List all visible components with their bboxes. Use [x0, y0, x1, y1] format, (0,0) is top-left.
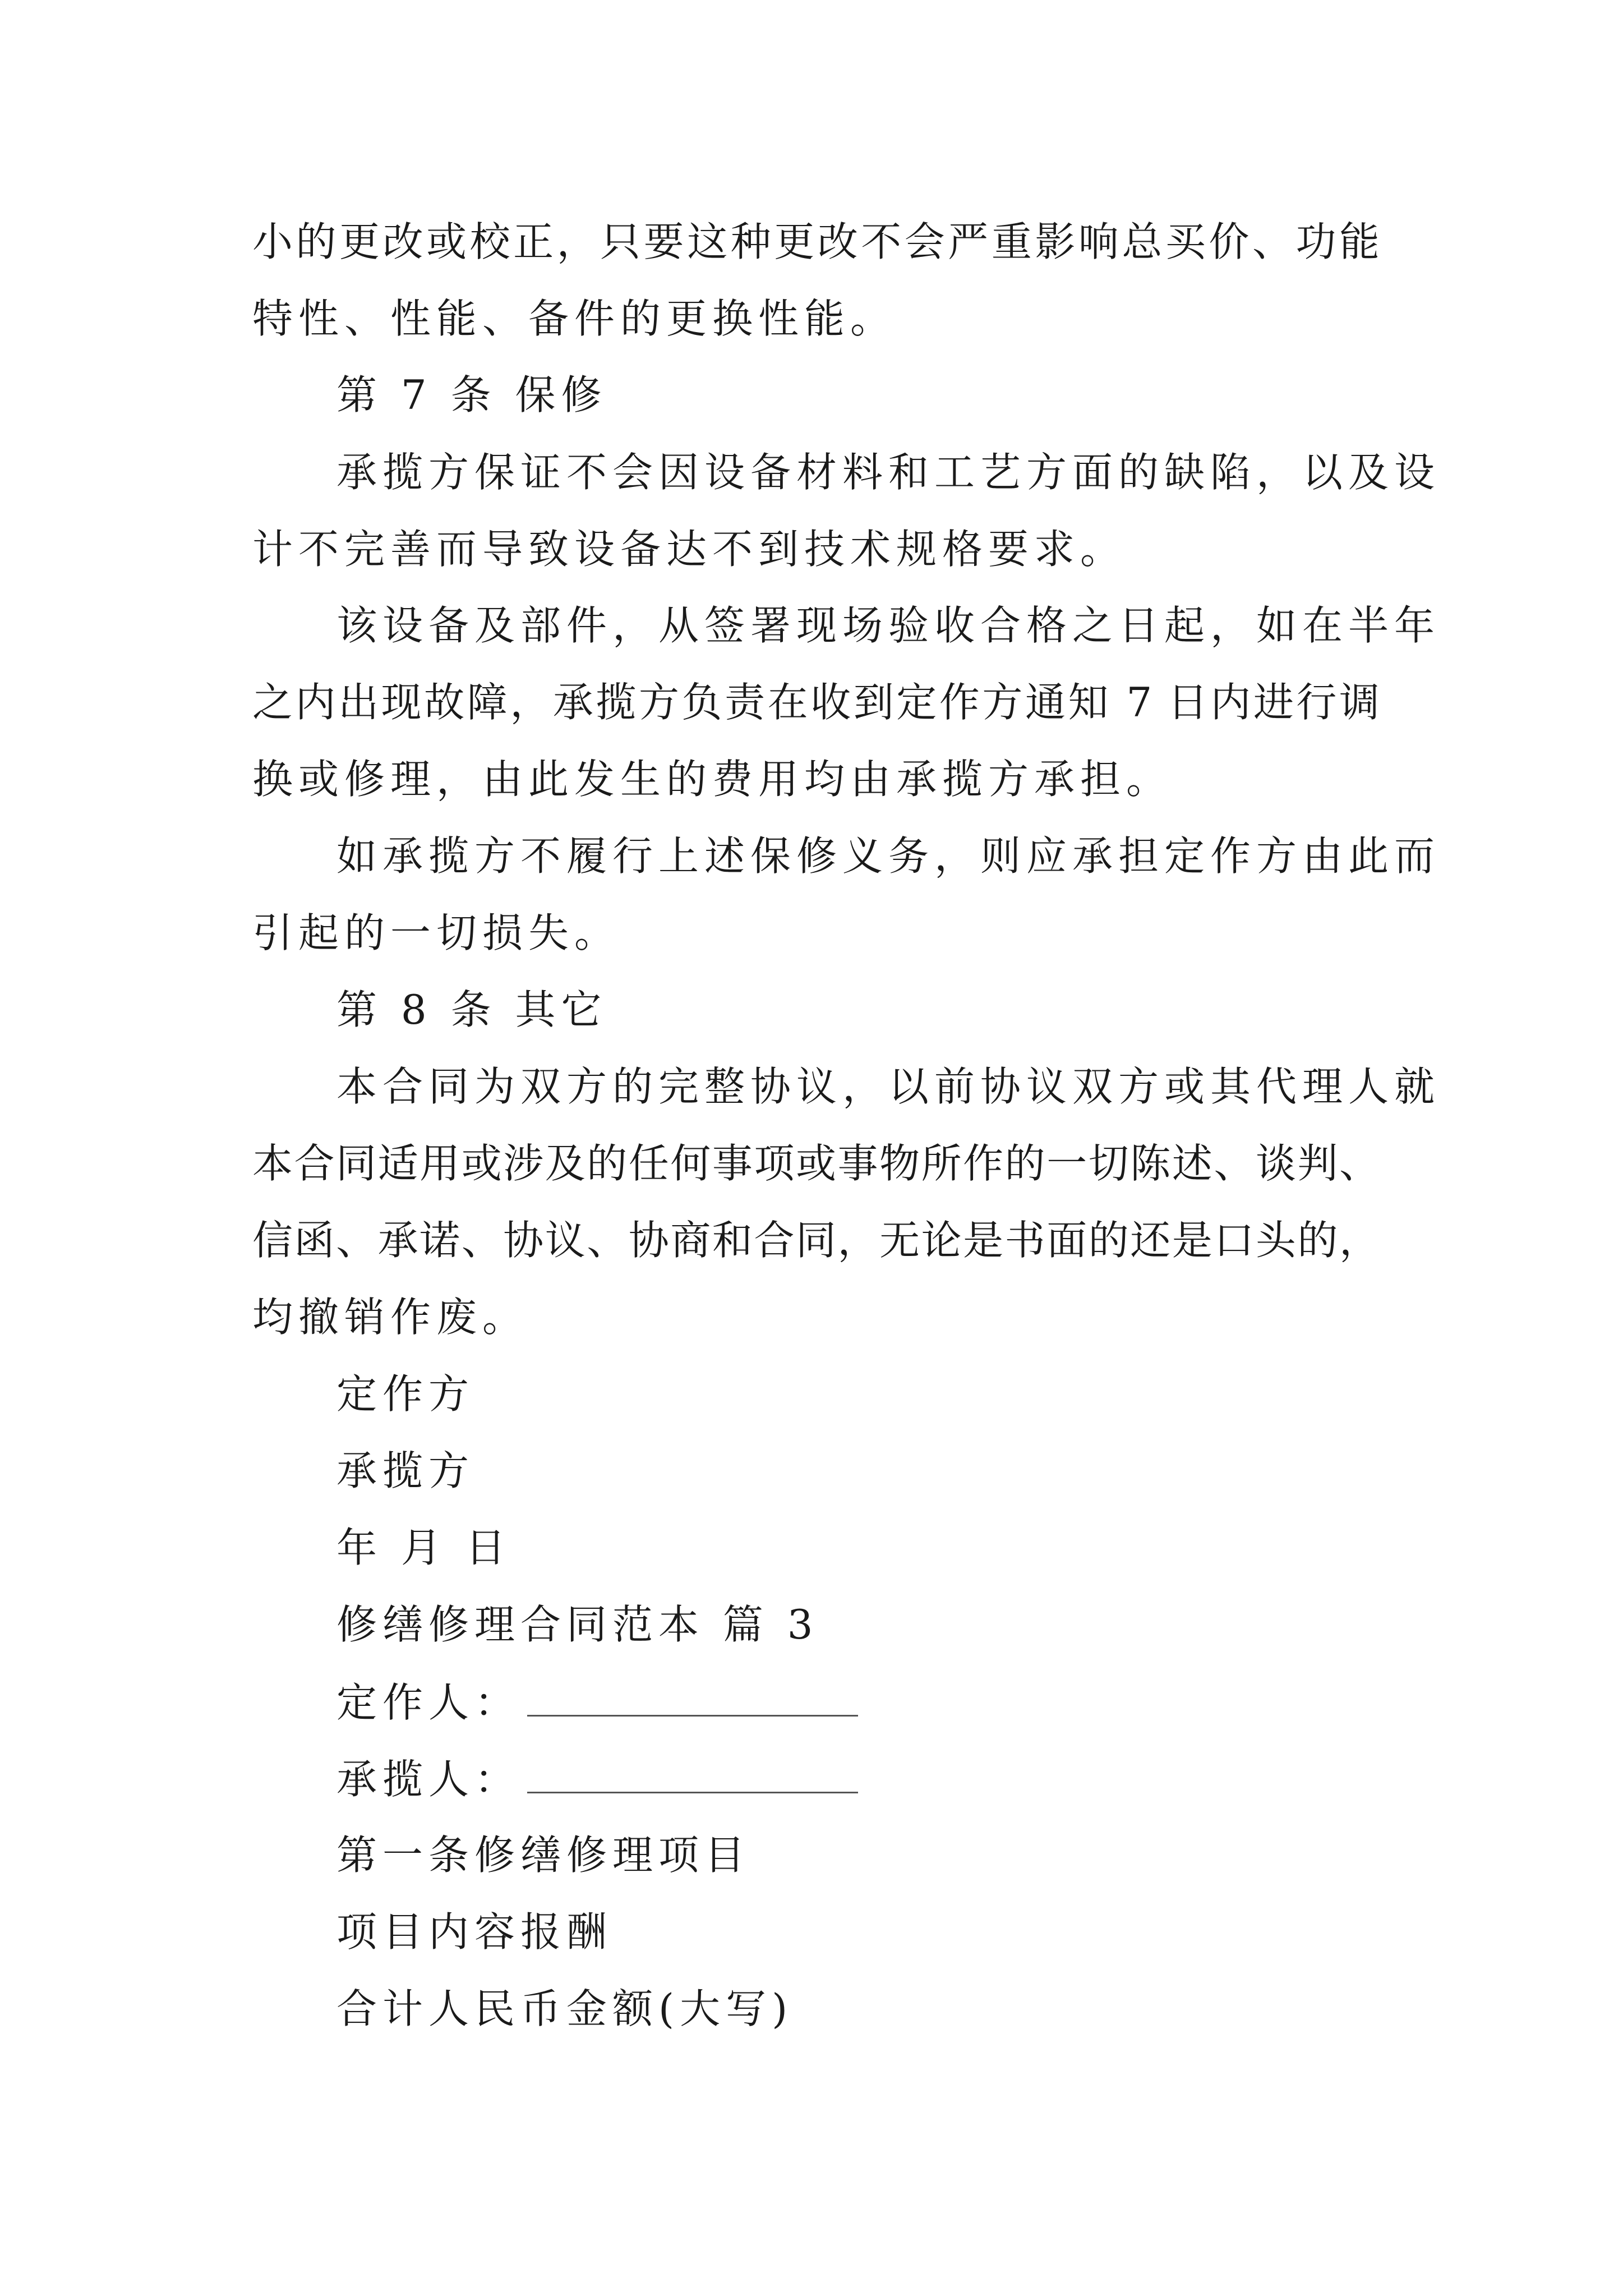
paragraph-line: 计不完善而导致设备达不到技术规格要求。: [252, 526, 1127, 573]
party-field-label: 承揽人：: [336, 1756, 521, 1803]
paragraph-line: 该设备及部件，从签署现场验收合格之日起，如在半年: [336, 602, 1441, 649]
paragraph-line: 特性、性能、备件的更换性能。: [252, 295, 897, 342]
paragraph-line: 合计人民币金额(大写): [336, 1985, 794, 2032]
signature-party-line: 定作方: [336, 1370, 475, 1418]
article-heading: 第 7 条 保修: [336, 371, 607, 418]
paragraph-line: 引起的一切损失。: [252, 909, 621, 956]
party-field-row: [336, 1679, 858, 1726]
paragraph-line: 换或修理，由此发生的费用均由承揽方承担。: [252, 756, 1173, 803]
date-line: 年 月 日: [336, 1524, 511, 1571]
paragraph-line: 承揽方保证不会因设备材料和工艺方面的缺陷，以及设: [336, 449, 1441, 496]
article-heading: 第 8 条 其它: [336, 986, 607, 1033]
paragraph-line: 均撤销作废。: [252, 1294, 529, 1341]
clause-heading: 第一条修缮修理项目: [336, 1832, 751, 1879]
blank-underline: [527, 1758, 858, 1793]
party-field-row: [336, 1756, 858, 1803]
section-title: 修缮修理合同范本 篇 3: [336, 1601, 819, 1648]
paragraph-line: 信函、承诺、协议、协商和合同，无论是书面的还是口头的，: [252, 1217, 1380, 1264]
paragraph-line: 如承揽方不履行上述保修义务，则应承担定作方由此而: [336, 832, 1441, 880]
blank-underline: [527, 1681, 858, 1717]
paragraph-line: 之内出现故障，承揽方负责在收到定作方通知 7 日内进行调: [252, 679, 1380, 726]
paragraph-line: 项目内容报酬: [336, 1908, 613, 1955]
party-field-label: 定作人：: [336, 1679, 521, 1726]
paragraph-line: 小的更改或校正，只要这种更改不会严重影响总买价、功能: [252, 218, 1380, 265]
paragraph-line: 本合同为双方的完整协议，以前协议双方或其代理人就: [336, 1063, 1441, 1110]
paragraph-line: 本合同适用或涉及的任何事项或事物所作的一切陈述、谈判、: [252, 1140, 1380, 1187]
signature-party-line: 承揽方: [336, 1447, 475, 1494]
